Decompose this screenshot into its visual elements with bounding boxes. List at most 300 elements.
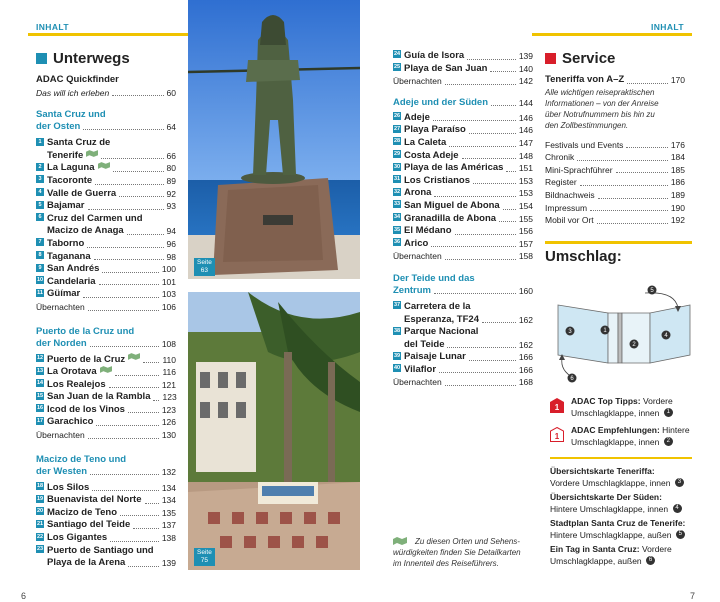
place-name-line1: Parque Nacional [404,326,479,338]
diagram-num-5: 5 [650,288,654,294]
place-number-badge: 11 [37,289,43,296]
place-page: 89 [166,175,176,186]
uebernachten-label: Übernachten [36,301,85,312]
region-title-line2: der Westen [36,465,88,477]
leader-dots [445,259,516,260]
service-entry[interactable] [545,214,685,227]
place-entry[interactable] [36,276,176,289]
place-page: 110 [162,354,176,365]
place-name: Playa de San Juan [404,62,488,74]
place-name: Santiago del Teide [47,519,131,531]
place-page: 148 [518,150,533,161]
diagram-num-4: 4 [664,333,668,339]
place-number-badge: 21 [36,520,44,527]
uebernachten-row[interactable] [36,301,176,314]
service-page: 185 [670,164,685,175]
place-number-badge: 38 [393,327,401,334]
place-page: 157 [518,238,533,249]
place-name: Los Cristianos [404,174,470,186]
middle-top-uebernachten-row[interactable] [393,75,533,88]
leader-dots [455,234,516,235]
header-label-right: INHALT [651,22,684,32]
karten-list [550,466,695,567]
uebernachten-label: Übernachten [393,377,442,388]
karte-entry[interactable] [550,466,695,489]
place-entry[interactable] [393,150,533,163]
umschlag-title: Umschlag: [545,247,622,265]
service-entry[interactable] [545,151,685,164]
teide-title-line2-row [393,285,533,297]
place-entry[interactable] [36,519,176,532]
note-line3: im Innenteil des Reiseführers. [393,559,499,568]
leader-dots [92,490,159,491]
place-name-line2: Tenerife [47,149,84,161]
place-entry[interactable] [36,263,176,276]
place-page: 135 [161,507,176,518]
karte-location: Umschlagklappe, außen [550,555,642,566]
place-entry[interactable] [36,366,176,379]
quickfinder-row[interactable] [36,74,176,87]
leader-dots [447,347,515,348]
leader-dots [467,59,516,60]
karte-title: Übersichtskarte Teneriffa: [550,466,655,476]
region-title-line2: der Norden [36,337,87,349]
umschlag-rule [545,241,692,244]
place-name: La Orotava [47,366,97,378]
region-page: 132 [161,466,176,477]
karte-rest: Vordere [639,544,672,554]
place-entry[interactable] [36,532,176,545]
service-page: 176 [670,139,685,150]
region-group [36,109,176,313]
teide-group-title[interactable] [393,273,533,297]
place-entry[interactable] [393,301,533,326]
note-line1: Zu diesen Orten und Sehens- [415,537,520,546]
teide-uebernachten-row[interactable] [393,376,533,389]
statue-photo [188,0,360,279]
place-name: Granadilla de Abona [404,212,497,224]
leader-dots [449,146,516,147]
sueden-list [393,112,533,251]
place-name: Garachico [47,416,94,428]
empfehlungen-row[interactable] [550,425,695,448]
service-list [545,139,685,227]
place-page: 162 [518,339,533,350]
ref-marker: 1 [664,408,673,417]
region-page: 64 [166,122,176,133]
place-number-badge: 40 [393,365,401,372]
middle-top-list [393,50,533,75]
sueden-uebernachten-row[interactable] [393,250,533,263]
statue-illustration [188,0,360,279]
leader-dots [87,247,163,248]
leader-dots [145,503,159,504]
teide-title-line1: Der Teide und das [393,272,475,284]
header-label-left: INHALT [36,22,69,32]
map-tip-icon [393,537,407,545]
place-name-line1: Santa Cruz de [47,137,111,149]
place-number-badge: 9 [36,264,44,272]
quickfinder-label: ADAC Quickfinder [36,74,119,85]
place-number-badge: 31 [393,176,401,183]
service-entry[interactable] [545,164,685,177]
place-name: Vilaflor [404,363,437,375]
place-entry[interactable] [393,225,533,238]
ref-marker: 4 [673,504,682,513]
karte-entry[interactable] [550,544,695,567]
place-number-badge: 28 [393,138,401,145]
place-entry[interactable] [36,200,176,213]
ref-marker: 6 [646,556,655,565]
region-title-line1[interactable]: Santa Cruz und [36,109,106,121]
place-name: Los Realejos [47,378,106,390]
empfehlungen-bold: ADAC Empfehlungen: [571,425,660,435]
place-page: 103 [161,289,176,300]
top-tipps-row[interactable] [550,396,695,419]
karte-location: Hintere Umschlagklappe, innen [550,503,669,514]
place-number-badge: 16 [36,405,44,412]
place-entry[interactable] [393,351,533,364]
ref-marker: 5 [676,530,685,539]
place-number-badge: 13 [36,367,44,374]
note-line2: würdigkeiten finden Sie Detailkarten [393,548,521,557]
service-label: Register [545,177,577,188]
service-entry[interactable] [545,176,685,189]
service-entry[interactable] [545,139,685,152]
service-label: Impressum [545,202,588,213]
leader-dots [434,293,516,294]
place-entry[interactable] [36,288,176,301]
sueden-title: Adeje und der Süden [393,96,489,108]
plaza-illustration [188,292,360,570]
leader-dots [577,160,668,161]
az-page: 170 [670,75,685,85]
leader-dots [590,210,668,211]
place-name: Guía de Isora [404,50,465,61]
place-entry[interactable] [36,188,176,201]
region-group [36,326,176,442]
az-row[interactable] [545,74,685,87]
place-page: 93 [166,201,176,212]
place-entry[interactable] [393,175,533,188]
place-entry[interactable] [393,137,533,150]
service-entry[interactable] [545,189,685,202]
diagram-num-6: 6 [570,376,574,382]
service-page: 192 [670,215,685,226]
leader-dots [491,105,516,106]
place-name: Arona [404,187,432,199]
leader-dots [110,541,159,542]
place-entry[interactable] [393,112,533,125]
region-group [36,454,176,570]
uebernachten-page: 106 [161,301,176,312]
leader-dots [88,438,159,439]
place-page: 139 [518,51,533,61]
leader-dots [598,198,668,199]
place-page: 123 [161,404,176,415]
place-entry[interactable] [36,391,176,404]
leader-dots [133,528,159,529]
leader-dots [490,71,515,72]
place-name: Bajamar [47,200,85,212]
top-tipps-rest: Vordere [640,396,673,406]
place-entry[interactable] [36,238,176,251]
quickfinder-sub-row[interactable] [36,87,176,100]
place-entry[interactable] [393,162,533,175]
place-entry[interactable] [36,213,176,238]
place-name: San Juan de la Rambla [47,391,151,403]
leader-dots [113,171,164,172]
place-page: 151 [518,163,533,174]
place-name-line2: del Teide [404,338,445,350]
leader-dots [90,474,159,475]
leader-dots [112,95,163,96]
place-name: Los Silos [47,481,90,493]
place-entry[interactable] [36,354,176,367]
leader-dots [99,284,159,285]
place-page: 146 [518,112,533,123]
service-column [545,50,685,265]
place-name: Macizo de Teno [47,506,118,518]
karte-title: Übersichtskarte Der Süden: [550,492,662,502]
leader-dots [597,223,668,224]
diagram-num-1: 1 [603,328,607,334]
place-page: 162 [518,314,533,325]
leader-dots [433,120,516,121]
place-entry[interactable] [393,124,533,137]
leader-dots [88,310,159,311]
az-desc-line: Informationen – von der Anreise [545,98,659,108]
place-number-badge: 15 [36,392,44,399]
place-page: 134 [161,495,176,506]
place-number-badge: 25 [393,64,401,71]
az-desc-line: Alle wichtigen reisepraktischen [545,87,655,97]
svg-text:1: 1 [554,432,560,441]
place-name: Valle de Guerra [47,187,117,199]
service-entry[interactable] [545,202,685,215]
place-page: 92 [166,188,176,199]
place-entry[interactable] [36,416,176,429]
place-page: 153 [518,175,533,186]
middle-column [393,50,533,389]
unterwegs-column [36,50,176,570]
place-entry[interactable] [393,326,533,351]
page-number-right: 7 [690,591,696,601]
sueden-page: 144 [518,97,533,108]
place-page: 166 [518,352,533,363]
place-entry[interactable] [393,364,533,377]
place-number-badge: 17 [36,417,44,424]
karte-entry[interactable] [550,492,695,515]
place-number-badge: 27 [393,125,401,132]
unterwegs-groups [36,109,176,570]
az-label: Teneriffa von A–Z [545,74,625,85]
uebernachten-page: 130 [161,430,176,441]
leader-dots [439,372,516,373]
region-title-line1[interactable]: Puerto de la Cruz und [36,325,135,337]
uebernachten-label: Übernachten [393,76,442,87]
leader-dots [83,129,163,130]
leader-dots [506,171,515,172]
place-name: Candelaria [47,275,96,287]
place-number-badge: 20 [36,508,44,515]
ref-marker: 2 [664,437,673,446]
az-desc-line: über Notrufnummern bis hin zu [545,109,655,119]
leader-dots [462,158,516,159]
service-label: Mobil vor Ort [545,215,594,226]
place-entry[interactable] [36,404,176,417]
place-page: 123 [162,392,177,403]
photo-page-badge-bottom [194,548,215,566]
leader-dots [95,184,163,185]
place-page: 80 [166,163,176,174]
map-tip-icon [100,366,112,373]
place-name-line2: Playa de la Arena [47,557,126,569]
place-number-badge: 23 [36,546,44,553]
place-name-line1: Carretera de la [404,300,471,312]
leader-dots [627,83,668,84]
place-page: 94 [166,226,176,237]
karte-title: Stadtplan Santa Cruz de Tenerife: [550,518,686,528]
place-page: 66 [166,150,176,161]
place-name: Adeje [404,111,430,123]
place-entry[interactable] [36,175,176,188]
leader-dots [128,566,158,567]
place-number-badge: 32 [393,188,401,195]
service-label: Mini-Sprachführer [545,164,613,175]
map-tip-icon [98,162,110,169]
place-entry[interactable] [36,137,176,162]
place-page: 138 [161,533,176,544]
place-number-badge: 3 [36,175,44,183]
place-page: 155 [518,213,533,224]
leader-dots [102,272,158,273]
leader-dots [94,259,164,260]
place-entry[interactable] [393,238,533,251]
service-label: Bildnachweis [545,189,595,200]
leader-dots [153,400,159,401]
place-page: 154 [518,200,533,211]
uebernachten-label: Übernachten [393,251,442,262]
place-number-badge: 35 [393,226,401,233]
leader-dots [473,183,516,184]
leader-dots [445,385,516,386]
place-page: 156 [518,226,533,237]
place-number-badge: 5 [36,201,44,209]
map-tip-icon [86,150,98,157]
place-entry[interactable] [36,507,176,520]
place-page: 147 [518,137,533,148]
sueden-group-title[interactable] [393,97,533,109]
service-label: Festivals und Events [545,139,624,150]
place-entry[interactable] [36,482,176,495]
header-rule-right [532,33,692,36]
place-number-badge: 14 [36,380,44,387]
uebernachten-row[interactable] [36,429,176,442]
leader-dots [503,209,516,210]
place-entry[interactable] [36,494,176,507]
top-tipps-line2: Umschlagklappe, innen [571,407,660,418]
place-name-line1: Puerto de Santiago und [47,544,154,556]
place-entry[interactable] [36,379,176,392]
place-entry[interactable] [393,187,533,200]
region-title-row[interactable] [36,338,176,350]
place-entry[interactable] [393,63,533,76]
uebernachten-page: 168 [518,377,533,388]
karte-entry[interactable] [550,518,695,541]
unterwegs-title-text: Unterwegs [53,50,130,67]
teide-page: 160 [518,285,533,296]
region-title-row[interactable] [36,121,176,133]
place-page: 166 [518,364,533,375]
service-label: Chronik [545,152,575,163]
place-name: Playa de las Américas [404,162,504,174]
place-number-badge: 8 [36,251,44,259]
place-page: 98 [166,251,176,262]
detailkarten-note [393,536,533,569]
place-page: 139 [161,558,176,569]
place-entry[interactable] [36,251,176,264]
leader-dots [109,387,159,388]
service-page: 184 [670,152,685,163]
place-page: 96 [166,238,176,249]
place-name: Icod de los Vinos [47,403,125,415]
place-name: Güímar [47,288,81,300]
svg-text:1: 1 [554,403,560,412]
place-entry[interactable] [393,213,533,226]
place-number-badge: 1 [36,138,44,146]
photo-page-badge-top [194,258,215,276]
region-title-row[interactable] [36,466,176,478]
place-page: 137 [161,520,176,531]
region-title-line1[interactable]: Macizo de Teno und [36,453,127,465]
place-number-badge: 33 [393,201,401,208]
leader-dots [143,362,159,363]
place-number-badge: 29 [393,151,401,158]
leader-dots [90,346,159,347]
page-number-left: 6 [21,591,27,601]
leader-dots [499,221,516,222]
place-page: 140 [518,63,533,74]
place-entry[interactable] [393,50,533,63]
leader-dots [101,158,163,159]
place-number-badge: 4 [36,188,44,196]
place-number-badge: 22 [36,533,44,540]
leader-dots [120,515,159,516]
leader-dots [431,246,516,247]
service-title [545,50,685,67]
place-page: 121 [161,379,176,390]
place-page: 134 [161,482,176,493]
service-square-icon [545,53,556,64]
place-entry[interactable] [393,200,533,213]
place-name: Paisaje Lunar [404,351,466,363]
place-entry[interactable] [36,162,176,175]
uebernachten-page: 158 [518,251,533,262]
place-number-badge: 7 [36,238,44,246]
place-name: Taborno [47,237,85,249]
header-rule-left [28,33,188,36]
az-description [545,87,685,131]
region-title-line2: der Osten [36,121,81,133]
place-entry[interactable] [36,545,176,570]
empfehlungen-line2: Umschlagklappe, innen [571,436,660,447]
place-name: San Andrés [47,263,100,275]
leader-dots [115,375,160,376]
leader-dots [482,322,516,323]
teide-title-line2: Zentrum [393,284,431,296]
place-name: Arico [404,237,429,249]
